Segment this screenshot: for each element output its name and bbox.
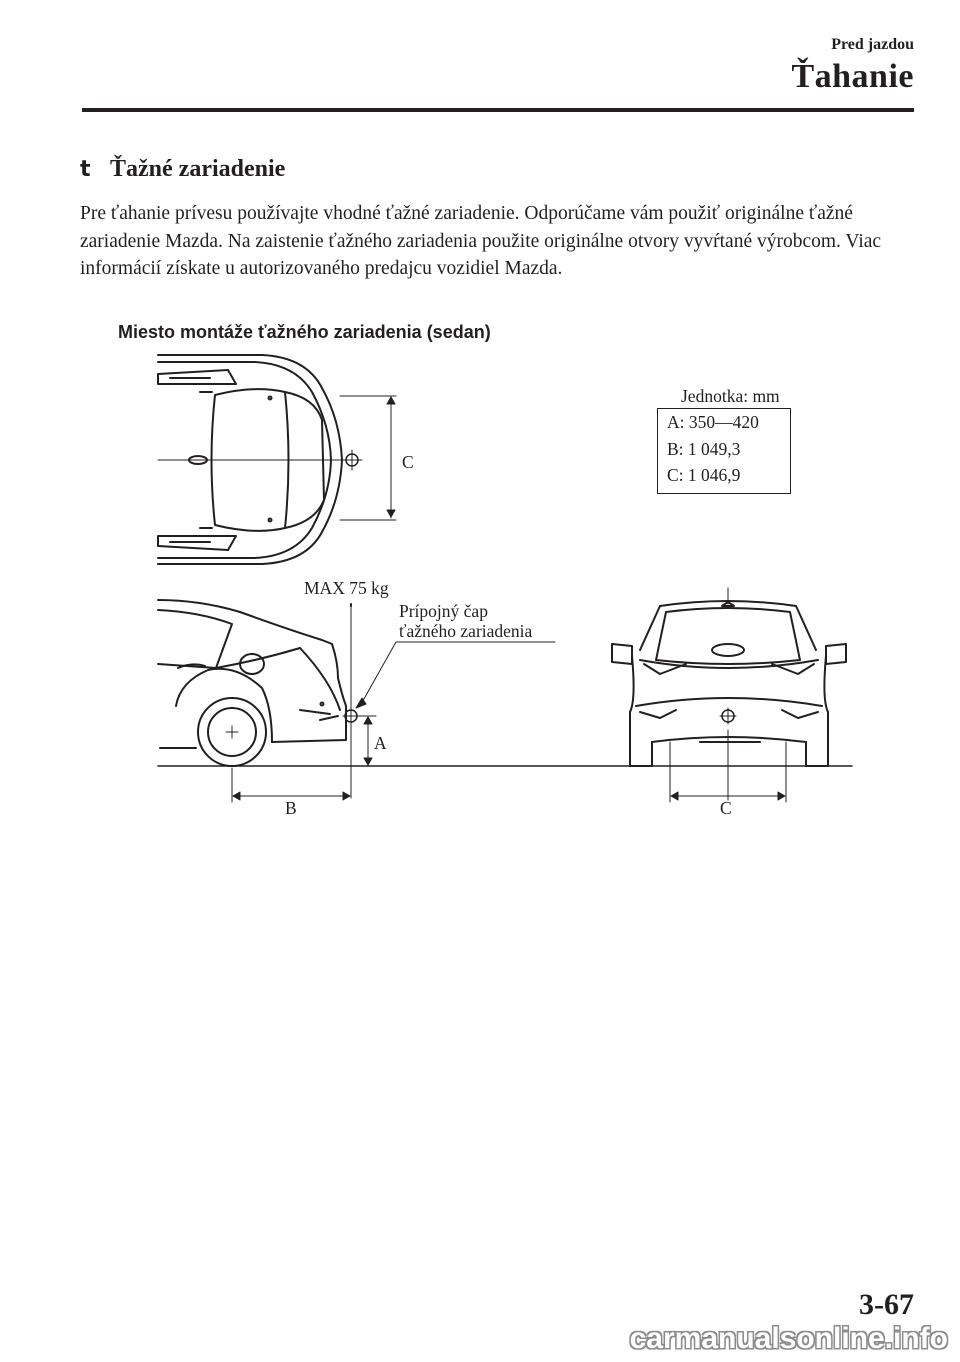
hitch-leader-line bbox=[356, 642, 555, 708]
dimension-b bbox=[232, 768, 350, 802]
page-title: Ťahanie bbox=[791, 58, 914, 95]
legend-unit: Jednotka: mm bbox=[681, 386, 780, 406]
label-c-top: C bbox=[402, 452, 414, 472]
hitch-marker-top bbox=[342, 450, 362, 470]
legend-row-c: C: 1 046,9 bbox=[667, 465, 741, 485]
hitch-marker-side bbox=[343, 604, 359, 798]
car-side-view bbox=[158, 600, 346, 766]
label-b: B bbox=[285, 798, 297, 818]
body-paragraph: Pre ťahanie prívesu používajte vhodné ťažné zariadenie. Odporúčame vám použiť originálne ťažné zariadenie Mazda. Na zaistenie ťažného zariadenia použite originálne otvory vyvŕtané výrobcom. Viac informácií získate u autorizovaného predajcu vozidiel Mazda. bbox=[80, 203, 882, 279]
label-a: A bbox=[374, 733, 387, 753]
hitch-marker-rear bbox=[720, 708, 736, 724]
legend-box bbox=[657, 408, 791, 494]
legend-row-a: A: 350—420 bbox=[667, 412, 759, 432]
section-bullet: t bbox=[80, 157, 91, 182]
car-rear-view bbox=[612, 588, 846, 800]
legend-row-b: B: 1 049,3 bbox=[667, 439, 741, 459]
label-hitch-line2: ťažného zariadenia bbox=[399, 621, 533, 641]
dimension-c-top bbox=[340, 396, 396, 520]
label-hitch-line1: Prípojný čap bbox=[399, 601, 488, 621]
label-c-rear: C bbox=[720, 798, 732, 818]
section-heading-text: Ťažné zariadenie bbox=[110, 156, 286, 182]
figure-caption: Miesto montáže ťažného zariadenia (sedan) bbox=[118, 322, 491, 342]
page-number: 3-67 bbox=[859, 1288, 914, 1321]
label-max-load: MAX 75 kg bbox=[304, 578, 389, 598]
watermark: carmanualsonline.info bbox=[629, 1322, 948, 1355]
header-section-label: Pred jazdou bbox=[831, 36, 914, 53]
car-top-view bbox=[158, 355, 348, 564]
